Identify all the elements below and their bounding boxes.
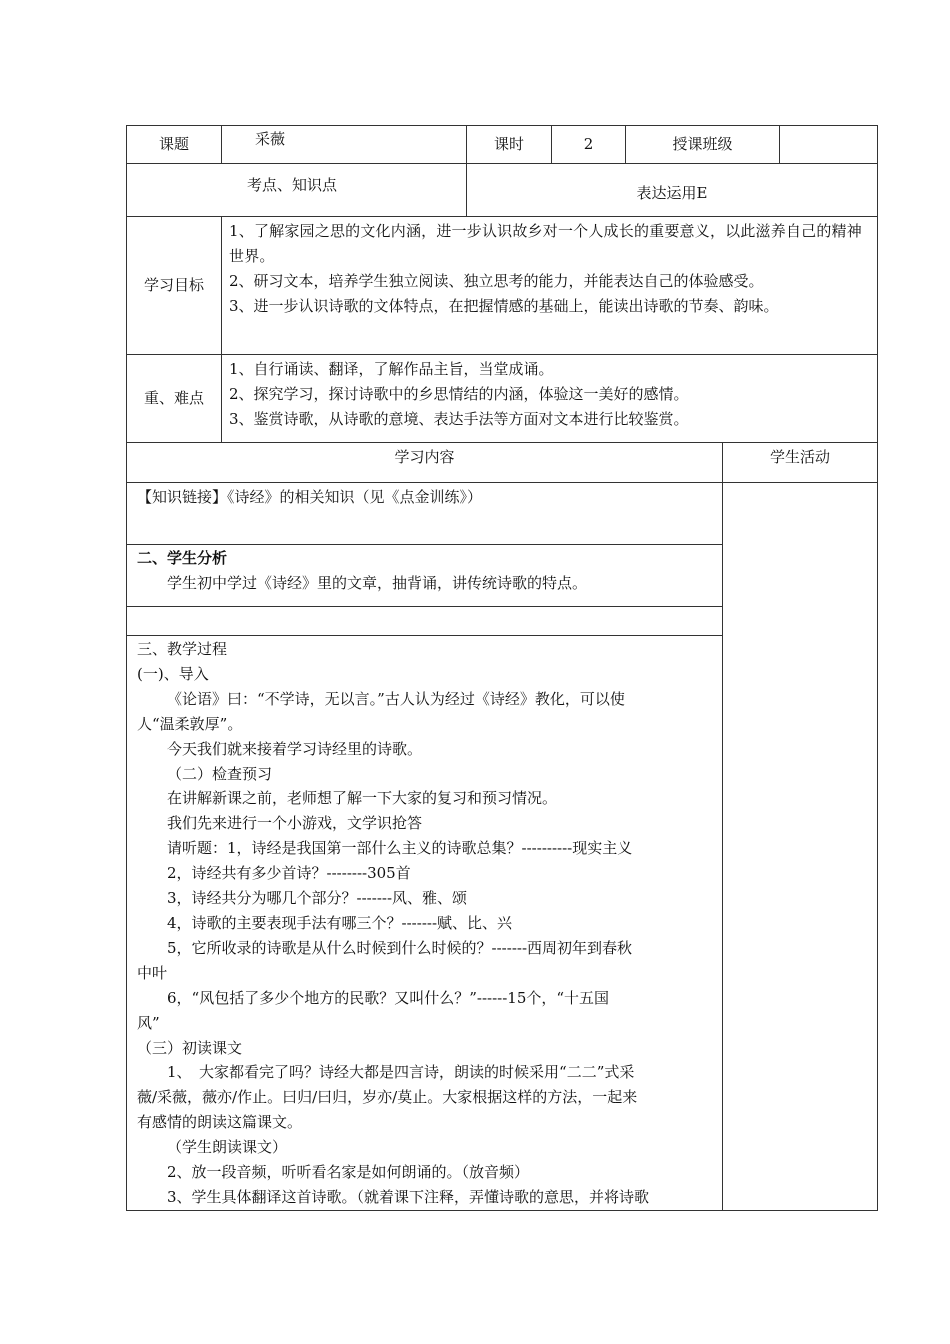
empty-row: [127, 607, 723, 636]
difficulties-list: [222, 355, 878, 443]
process-subheading: （二）检查预习: [167, 764, 273, 783]
quiz-line: 中叶: [137, 963, 168, 982]
process-line: 今天我们就来接着学习诗经里的诗歌。: [167, 739, 423, 758]
quiz-line: 请听题：1，诗经是我国第一部什么主义的诗歌总集？----------现实主义: [167, 839, 633, 858]
process-line: 《论语》曰：“不学诗，无以言。”古人认为经过《诗经》教化，可以使: [167, 689, 625, 708]
process-line: 在讲解新课之前，老师想了解一下大家的复习和预习情况。: [167, 789, 558, 808]
difficulty-item: 1、自行诵读、翻译，了解作品主旨，当堂成诵。: [229, 360, 554, 378]
process-line: 1、 大家都看完了吗？诗经大都是四言诗，朗读的时候采用“二二”式采: [167, 1063, 635, 1082]
lesson-plan-table: [126, 125, 878, 1211]
knowledge-value: 表达运用E: [467, 164, 878, 217]
process-line: 人“温柔敦厚”。: [137, 714, 243, 733]
student-analysis-cell: [127, 545, 723, 607]
class-label: 授课班级: [626, 126, 780, 164]
quiz-line: 5，它所收录的诗歌是从什么时候到什么时候的？-------西周初年到春秋: [167, 938, 633, 957]
quiz-line: 2，诗经共有多少首诗？--------305首: [167, 864, 411, 883]
quiz-line: 6，“风包括了多少个地方的民歌？又叫什么？”------15个，“十五国: [167, 988, 610, 1007]
quiz-line: 风”: [137, 1013, 160, 1032]
student-activity-cell: [723, 483, 878, 1211]
topic-value: 采薇: [222, 126, 467, 164]
class-value: [780, 126, 878, 164]
hours-label: 课时: [467, 126, 552, 164]
student-analysis-text: 学生初中学过《诗经》里的文章，抽背诵，讲传统诗歌的特点。: [167, 573, 588, 592]
teaching-process-cell: [127, 636, 723, 1211]
knowledge-link-cell: [127, 483, 723, 545]
difficulty-item: 2、探究学习，探讨诗歌中的乡思情结的内涵，体验这一美好的感情。: [229, 385, 689, 403]
goals-list: [222, 217, 878, 355]
content-column-header: 学习内容: [127, 443, 723, 483]
difficulty-item: 3、鉴赏诗歌，从诗歌的意境、表达手法等方面对文本进行比较鉴赏。: [229, 410, 689, 428]
process-subheading: (一)、导入: [137, 664, 209, 683]
process-heading: 三、教学过程: [137, 640, 228, 658]
hours-value: 2: [552, 126, 626, 164]
goal-item: 2、研习文本，培养学生独立阅读、独立思考的能力，并能表达自己的体验感受。: [229, 272, 764, 290]
goals-label: 学习目标: [127, 217, 222, 355]
process-line: 有感情的朗读这篇课文。: [137, 1113, 303, 1132]
goal-item: 3、进一步认识诗歌的文体特点，在把握情感的基础上，能读出诗歌的节奏、韵味。: [229, 297, 779, 315]
topic-label: 课题: [127, 126, 222, 164]
process-line: 薇/采薇，薇亦/作止。曰归/曰归，岁亦/莫止。大家根据这样的方法，一起来: [137, 1088, 638, 1107]
knowledge-link: 【知识链接】《诗经》的相关知识（见《点金训练》）: [137, 488, 483, 506]
process-line: 2、放一段音频，听听看名家是如何朗诵的。（放音频）: [167, 1163, 530, 1182]
process-line: 我们先来进行一个小游戏，文学识抢答: [167, 814, 423, 833]
goal-item: 1、了解家园之思的文化内涵，进一步认识故乡对一个人成长的重要意义，以此滋养自己的精神世界。: [229, 222, 862, 265]
lesson-plan: [126, 125, 877, 1211]
knowledge-label: 考点、知识点: [127, 164, 467, 217]
process-line: （学生朗读课文）: [167, 1138, 288, 1157]
process-line: 3、学生具体翻译这首诗歌。（就着课下注释，弄懂诗歌的意思，并将诗歌: [167, 1187, 650, 1206]
quiz-line: 3，诗经共分为哪几个部分？-------风、雅、颂: [167, 889, 468, 908]
difficulties-label: 重、难点: [127, 355, 222, 443]
process-subheading: （三）初读课文: [137, 1038, 243, 1057]
activity-column-header: 学生活动: [723, 443, 878, 483]
student-analysis-heading: 二、学生分析: [137, 549, 228, 567]
quiz-line: 4，诗歌的主要表现手法有哪三个？-------赋、比、兴: [167, 913, 513, 932]
